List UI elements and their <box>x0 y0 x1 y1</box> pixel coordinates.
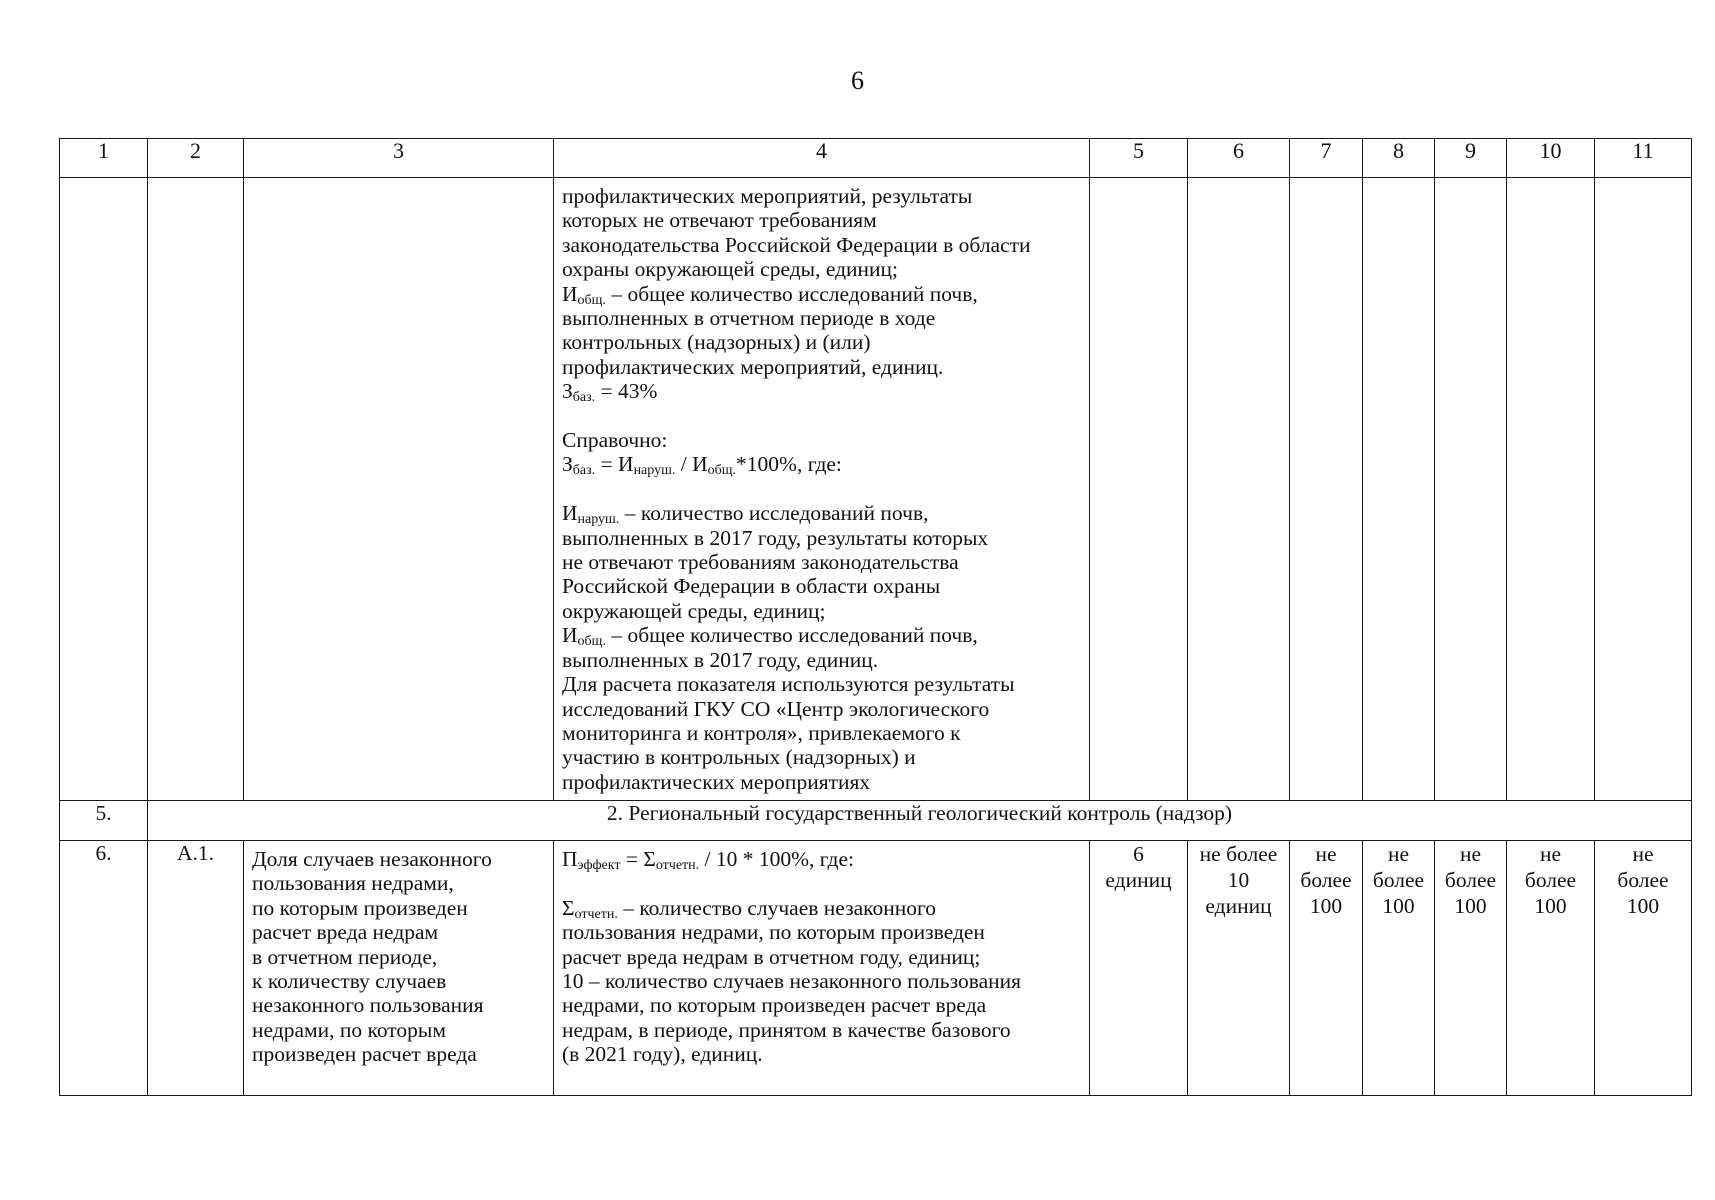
value-line: 100 <box>1534 894 1567 918</box>
value-line: единиц <box>1205 894 1272 918</box>
text-line: окружающей среды, единиц; <box>562 598 826 623</box>
target-cell <box>1435 841 1507 1096</box>
value-line: 6 <box>1133 842 1144 866</box>
value-line: не <box>1459 842 1482 866</box>
target-cell <box>1595 841 1692 1096</box>
text-line: по которым произведен <box>252 895 468 920</box>
value-line: 100 <box>1626 894 1660 918</box>
text-line: к количеству случаев <box>252 969 447 994</box>
text-line: произведен расчет вреда <box>252 1042 477 1067</box>
indicator-name-cell <box>244 841 554 1096</box>
methodology-cell <box>554 841 1090 1096</box>
text-line: 10 – количество случаев незаконного пользования <box>562 969 1022 994</box>
indicator-code: А.1. <box>148 841 244 1096</box>
text-line: выполненных в 2017 году, результаты которых <box>562 525 989 550</box>
empty-cell <box>1595 178 1692 801</box>
text-line: незаконного пользования <box>252 993 484 1018</box>
value-line: 100 <box>1382 894 1415 918</box>
text-line: профилактических мероприятий, результаты <box>562 184 973 208</box>
iobsh2-definition: $И_{общ.}$ – общее количество исследований почв, <box>562 623 978 650</box>
reference-label: Справочно: <box>562 428 668 453</box>
target-cell <box>1363 841 1435 1096</box>
page-number: 6 <box>851 66 864 95</box>
methodology-cell <box>554 178 1090 801</box>
sigma-definition: $\Sigma_{отчетн.}$ – количество случаев незаконного <box>562 895 937 922</box>
column-number: 11 <box>1595 139 1692 178</box>
text-line: расчет вреда недрам в отчетном году, единиц; <box>562 944 981 969</box>
text-line: мониторинга и контроля», привлекаемого к <box>562 720 961 745</box>
empty-cell <box>1507 178 1595 801</box>
target-cell <box>1507 841 1595 1096</box>
text-line: недрами, по которым произведен расчет вреда <box>562 993 987 1018</box>
value-line: 100 <box>1454 894 1487 918</box>
inar-definition: $И_{наруш.}$ – количество исследований почв, <box>562 501 929 528</box>
column-number: 3 <box>244 139 554 178</box>
text-line: пользования недрами, по которым произведен <box>562 920 985 945</box>
text-line: которых не отвечают требованиям <box>562 208 877 233</box>
indicators-table <box>59 138 1692 1096</box>
column-number: 7 <box>1290 139 1363 178</box>
empty-cell <box>1363 178 1435 801</box>
value-line: единиц <box>1105 868 1172 892</box>
value-line: не более <box>1199 842 1278 866</box>
text-line: контрольных (надзорных) и (или) <box>562 330 871 355</box>
continuation-row <box>60 178 1692 801</box>
text-line: Российской Федерации в области охраны <box>562 574 941 599</box>
text-line: недрам, в периоде, принятом в качестве базового <box>562 1017 1011 1042</box>
value-line: более <box>1300 868 1352 892</box>
value-line: 10 <box>1227 868 1250 892</box>
section-number: 5. <box>60 801 148 841</box>
column-numbers-row <box>60 139 1692 178</box>
column-number: 2 <box>148 139 244 178</box>
target-cell <box>1188 841 1290 1096</box>
empty-cell <box>244 178 554 801</box>
text-line: расчет вреда недрам <box>252 920 439 945</box>
empty-cell <box>1188 178 1290 801</box>
empty-cell <box>60 178 148 801</box>
text-line: пользования недрами, <box>252 871 454 896</box>
value-line: более <box>1444 868 1497 892</box>
value-line: не <box>1632 842 1654 866</box>
row-number: 6. <box>60 841 148 1096</box>
peffekt-formula: $П_{эффект} = \Sigma_{отчетн.} / 10 * 100\%$, где: <box>562 847 855 873</box>
column-number: 9 <box>1435 139 1507 178</box>
iobsh-definition: $И_{общ.}$ – общее количество исследований почв, <box>562 281 978 308</box>
text-line: Доля случаев незаконного <box>252 847 492 871</box>
text-line: недрами, по которым <box>252 1017 446 1042</box>
zbaz-formula: $З_{баз.} = И_{наруш.} / И_{общ.}*100\%$, где: <box>562 452 842 479</box>
column-number: 4 <box>554 139 1090 178</box>
empty-cell <box>1435 178 1507 801</box>
text-line: профилактических мероприятиях <box>562 769 871 794</box>
base-value-cell <box>1090 841 1188 1096</box>
text-line: Для расчета показателя используются результаты <box>562 672 1015 697</box>
target-cell <box>1290 841 1363 1096</box>
empty-cell <box>1090 178 1188 801</box>
column-number: 1 <box>60 139 148 178</box>
value-line: 100 <box>1309 894 1343 918</box>
column-number: 6 <box>1188 139 1290 178</box>
zbaz-value: $З_{баз.} = 43\%$ <box>562 379 658 406</box>
column-number: 8 <box>1363 139 1435 178</box>
column-number: 5 <box>1090 139 1188 178</box>
text-line: выполненных в отчетном периоде в ходе <box>562 306 936 331</box>
text-line: не отвечают требованиям законодательства <box>562 550 959 575</box>
indicator-row-a1 <box>60 841 1692 1096</box>
text-line: (в 2021 году), единиц. <box>562 1042 763 1067</box>
value-line: не <box>1387 842 1410 866</box>
text-line: законодательства Российской Федерации в области <box>562 232 1031 257</box>
value-line: не <box>1539 842 1562 866</box>
value-line: более <box>1617 868 1669 892</box>
text-line: охраны окружающей среды, единиц; <box>562 257 899 282</box>
text-line: профилактических мероприятий, единиц. <box>562 354 944 379</box>
empty-cell <box>1290 178 1363 801</box>
text-line: исследований ГКУ СО «Центр экологического <box>562 696 990 721</box>
value-line: более <box>1372 868 1425 892</box>
section-row <box>60 801 1692 841</box>
section-title: 2. Региональный государственный геологический контроль (надзор) <box>148 801 1692 841</box>
text-line: в отчетном периоде, <box>252 944 438 969</box>
empty-cell <box>148 178 244 801</box>
value-line: не <box>1315 842 1337 866</box>
text-line: выполненных в 2017 году, единиц. <box>562 647 879 672</box>
value-line: более <box>1524 868 1577 892</box>
column-number: 10 <box>1507 139 1595 178</box>
text-line: участию в контрольных (надзорных) и <box>562 745 916 770</box>
